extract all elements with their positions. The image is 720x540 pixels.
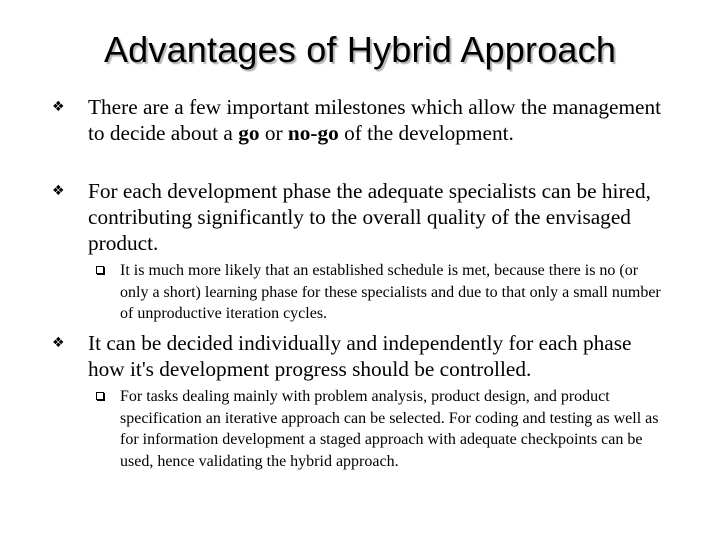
sub-bullet-text-3-1: For tasks dealing mainly with problem analysis, product design, and product specification an iterative approach can be selected. For coding and testing as well as for information development a staged approach with adequate checkpoints can be used, hence validating the hybrid approach. <box>120 388 659 470</box>
bullet-text-2: For each development phase the adequate specialists can be hired, contributing significantly to the overall quality of the envisaged product. <box>88 179 651 255</box>
go-emphasis: go <box>238 121 260 145</box>
bullet-text-1: There are a few important milestones which allow the management to decide about a go or no-go of the development. <box>88 95 662 145</box>
checkmark-arrow-bullet-icon: ❖ <box>52 183 65 199</box>
sub-bullet-text-2-1: It is much more likely that an established schedule is met, because there is no (or only a short) learning phase for these specialists and due to that only a small number of unproductive iteration cycles. <box>120 262 661 322</box>
no-go-emphasis: no-go <box>287 121 339 145</box>
bullet-point-1 <box>50 94 670 146</box>
bullet-point-3 <box>50 330 670 382</box>
sub-bullet-2-1 <box>94 260 666 325</box>
bullet-text-3: It can be decided individually and independently for each phase how it's development progress should be controlled. <box>88 331 632 381</box>
bullet-point-2 <box>50 178 670 256</box>
checkmark-arrow-bullet-icon: ❖ <box>52 99 65 115</box>
checkmark-arrow-bullet-icon: ❖ <box>52 335 65 351</box>
hollow-square-bullet-icon <box>94 386 120 408</box>
sub-bullet-3-1 <box>94 386 666 472</box>
hollow-square-bullet-icon <box>94 260 120 282</box>
slide-title: Advantages of Hybrid Approach <box>103 29 617 70</box>
